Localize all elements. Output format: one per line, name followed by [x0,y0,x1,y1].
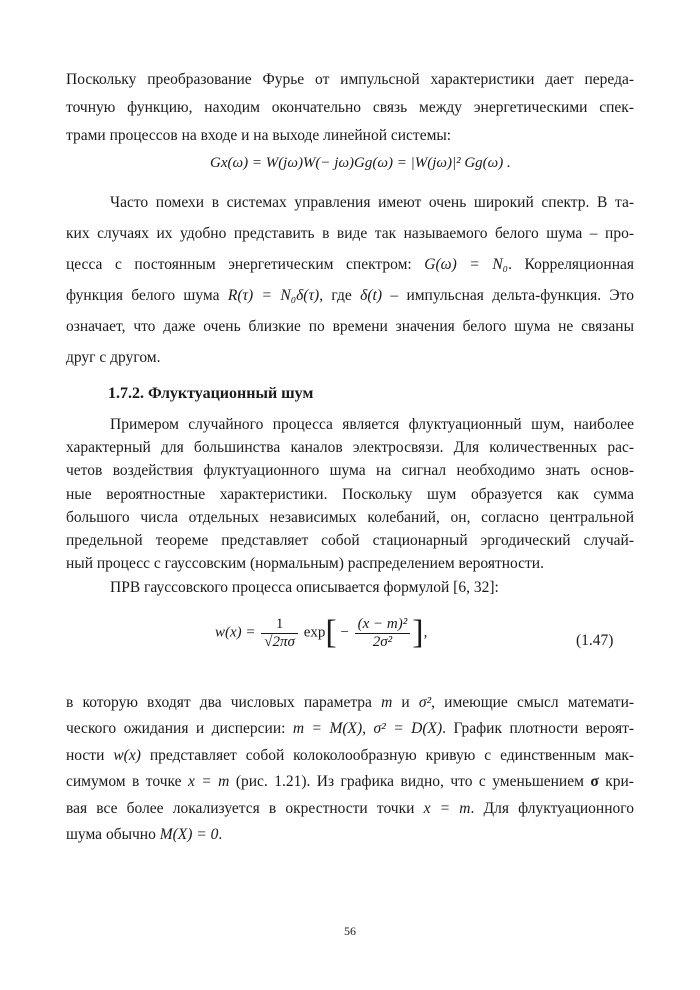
section-heading: 1.7.2. Флуктуационный шум [108,385,314,402]
eq-denominator: √2πσ [264,633,295,650]
eq-comma: , [423,624,428,641]
text-fragment: . [218,826,223,844]
math-inline: δ(t) [360,287,382,304]
text-fragment: (рис. 1.21). Из графика видно, что с уменьшением [235,773,584,791]
text-fragment: ности [66,746,105,764]
text-fragment: , имеющие смысл математи- [431,694,635,711]
text-fragment: . График плотности вероят- [442,720,635,738]
text-line: ПРВ гауссовского процесса описывается формулой [6, 32]: [110,579,499,596]
text-line: Поскольку преобразование Фурье от импульсной характеристики дает переда- [66,71,634,88]
math-inline: m = M(X), σ² = D(X) [292,720,443,738]
text-line: большого числа отдельных независимых колебаний, он, согласно центральной [66,508,634,526]
text-fragment: вая все более локализуется в окрестности точки [66,799,415,817]
text-fragment: ческого ожидания и дисперсии: [66,720,286,738]
text-line [66,743,634,769]
math-inline: R(τ) = N₀δ(τ) [227,287,320,304]
eq-inner-fraction [355,616,411,651]
math-inline: G(ω) = N₀ [424,256,509,273]
text-fragment: . Корреляционная [508,256,634,273]
text-line: четов воздействия флуктуационного шума на сигнал необходимо знать основ- [66,462,634,480]
text-line: Примером случайного процесса является флуктуационный шум, наиболее [110,416,634,433]
paragraph-fourier [66,66,634,150]
eq-fraction [261,616,298,651]
eq-bracket-close: ] [412,614,424,651]
math-inline: x = m [423,799,471,817]
text-line [66,769,634,795]
eq-numerator: 1 [261,616,298,634]
text-line: точную функцию, находим окончательно связь между энергетическими спек- [66,99,634,116]
eq-bracket-open: [ [325,614,337,651]
page-number: 56 [344,924,356,938]
equation-number: (1.47) [576,632,614,649]
equation-spectrum: Gx(ω) = W(jω)W(− jω)Gg(ω) = |W(jω)|² Gg(ω) . [210,155,511,171]
text-fragment: кри- [605,773,634,791]
text-line: предельной теореме представляет собой стационарный эргодический случай- [66,532,634,550]
text-fragment: шума обычно [66,826,156,844]
text-line [66,280,634,311]
eq-minus: − [340,624,349,641]
sigma-symbol: σ [590,773,599,791]
text-line: друг с другом. [66,349,161,366]
text-line: означает, что даже очень близкие по времени значения белого шума не связаны [66,318,634,335]
eq-exp: exp [303,624,326,641]
math-inline: x = m [187,773,230,791]
paragraph-white-noise [66,187,634,373]
equation-gaussian [215,614,427,652]
text-fragment: , где [319,287,352,304]
paragraph-fluctuation-noise [66,413,634,575]
text-line: Часто помехи в системах управления имеют очень широкий спектр. В та- [110,194,634,211]
paragraph-parameters [66,690,634,848]
paragraph-gauss-intro [66,576,634,599]
text-fragment: – импульсная дельта-функция. Это [390,287,634,304]
math-inline: M(X) = 0 [159,826,219,844]
text-fragment: цесса с постоянным энергетическим спектром: [66,256,412,273]
math-inline: w(x) [113,746,141,764]
eq-inner-numerator: (x − m)² [355,616,411,634]
text-fragment: симумом в точке [66,773,182,791]
text-line [66,249,634,280]
text-line [66,690,634,716]
math-inline: m [381,694,393,711]
text-fragment: в которую входят два числовых параметра [66,694,372,711]
text-fragment: представляет собой колоколообразную кривую с единственным мак- [149,746,635,764]
text-line: ких случаях их удобно представить в виде так называемого белого шума – про- [66,225,634,242]
eq-inner-denominator: 2σ² [372,633,393,650]
text-line [66,796,634,822]
text-line [66,716,634,742]
text-line: характерный для большинства каналов электросвязи. Для количественных рас- [66,439,634,457]
text-line: трами процессов на входе и на выходе линейной системы: [66,127,452,144]
text-fragment: и [401,694,410,711]
text-line [66,822,634,848]
text-fragment: функция белого шума [66,287,220,304]
text-fragment: . Для флуктуационного [470,799,634,817]
text-line: ные вероятностные характеристики. Поскольку шум образуется как сумма [66,485,634,503]
text-line: ный процесс с гауссовским (нормальным) распределением вероятности. [66,555,544,573]
eq-lhs: w(x) = [215,624,256,641]
math-inline: σ² [418,694,432,711]
